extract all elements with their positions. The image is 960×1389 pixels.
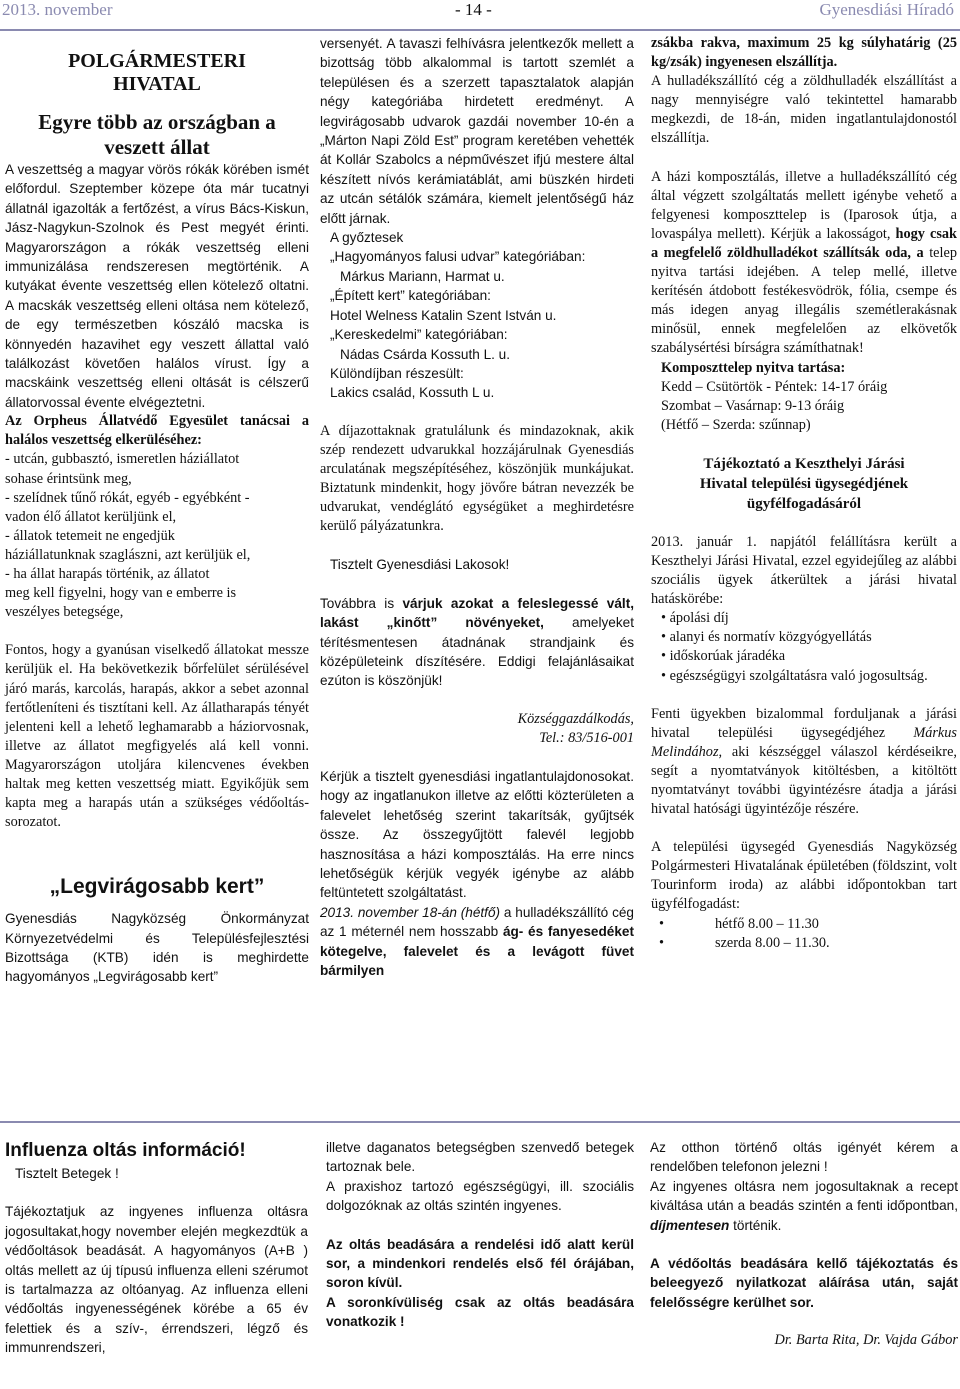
bite-advice-paragraph: Fontos, hogy a gyanúsan viselkedő állatokat messze kerüljük el. Ha bekövetkezik bőrfelület sérülésével járó marás, karcolás, harapás, akkor a sebet azonnal fertőtleníteni és tisztítani kell. Az állatharapás tényét jelenteni kell a lehető leghamarabb a háziorvosnak, illetve az állatot megfigyelés alá kell vonni. Magyarországon utoljára kilencvenes években haltak meg ketten veszettség miatt. Egyikőjük sem kapta meg a harapás után a szükséges védőoltás-sorozatot. [5, 642, 309, 831]
garden-contest-title: „Legvirágosabb kert” [49, 875, 265, 899]
tip-line: - ha állat harapás történik, az állatot [5, 566, 210, 583]
tip-line: - szelídnek tűnő rókát, egyéb - egyébként - [5, 489, 250, 506]
winner-name: Márkus Mariann, Harmat u. [340, 268, 505, 284]
section-divider [0, 1121, 960, 1123]
pickup-paragraph: 2013. november 18-án (hétfő) a hulladékszállító cég az 1 méternél nem hosszabb ág- és fanyesedéket kötegelve, falevelet és a levágott füvet bármilyen [320, 904, 634, 978]
info-title-line-1: Tájékoztató a Keszthelyi Járási [703, 455, 905, 472]
tip-line: háziállatunknak szaglászni, azt kerüljük el, [5, 546, 251, 563]
opening-hours-line: Szombat – Vasárnap: 9-13 óráig [661, 397, 845, 414]
column-1 [5, 50, 309, 987]
header-rule [0, 29, 960, 31]
tip-line: - állatok tetemeit ne engedjük [5, 527, 175, 544]
office-hour-item: • hétfő 8.00 – 11.30 [659, 915, 819, 932]
winner-name: Lakics család, Kossuth L u. [330, 385, 495, 401]
flu-title: Influenza oltás információ! [5, 1140, 246, 1161]
signature-line-2: Tel.: 83/516-001 [539, 729, 634, 746]
category-label: Különdíjban részesült: [330, 365, 464, 381]
issue-date: 2013. november [2, 0, 113, 19]
case-type-item: • ápolási díj [661, 610, 729, 627]
tip-line: - utcán, gubbasztó, ismeretlen háziállatot [5, 451, 240, 468]
flu-intro-paragraph: Tájékoztatjuk az ingyenes influenza oltásra jogosultakat,hogy november elején megkezdtük a védőoltások beadását. A hagyományos (A+B ) oltás mellett az új típusú influenza elleni szérumot is tartalmazza az oltóanyag. Az influenza elleni védőoltás ingyenességének körébe a 65 év felettiek és a szív-, érrendszeri, légző és immunrendszeri, [5, 1204, 308, 1356]
office-hours-paragraph: A települési ügysegéd Gyenesdiás Nagyközség Polgármesteri Hivatalának épületében (földszint, volt Tourinform iroda) az alábbi időpontokban tart ügyfélfogadást: [651, 839, 957, 913]
flu-greeting: Tisztelt Betegek ! [15, 1166, 119, 1181]
doctors-signature: Dr. Barta Rita, Dr. Vajda Gábor [774, 1332, 958, 1349]
flu-consent-paragraph: A védőoltás beadására kellő tájékoztatás és beleegyező nyilatkozat aláírása után, saját felelősségre kerülhet sor. [650, 1256, 958, 1310]
flu-home-visit-paragraph: Az otthon történő oltás igényét kérem a rendelőben telefonon jelezni ! [650, 1140, 958, 1175]
office-hour-item: • szerda 8.00 – 11.30. [659, 934, 830, 951]
leaf-collection-paragraph: Kérjük a tisztelt gyenesdiási ingatlantulajdonosokat. hogy az ingatlanukon illetve az előtti közterületen a falevelet lehetőség szerint takarítsák, gyűjtsék össze. Az összegyűjtött falevél legjobb hasznosítása a házi komposztálás. Ha erre nincs lehetőségük kérjük vegyék igénybe az alább feltüntetett szolgáltatást. [320, 768, 634, 901]
garden-contest-paragraph: Gyenesdiás Nagyközség Önkormányzat Környezetvédelmi és Településfejlesztési Bizottsága (KTB) idén is meghirdette hagyományos „Legvirágosabb kert” [5, 911, 309, 985]
tip-line: vadon élő állatot kerüljünk el, [5, 508, 177, 525]
flu-priority-note: A soronkívüliség csak az oltás beadására vonatkozik ! [326, 1294, 634, 1330]
info-title-line-2: Hivatal települési ügysegédjének [699, 475, 909, 492]
district-office-paragraph: 2013. január 1. napjától felállításra került a Keszthelyi Járási Hivatal, ezzel egyidejűleg az alábbi szociális ügyek átkerültek a járási hivatal hatáskörébe: [651, 533, 957, 608]
flu-schedule-paragraph: Az oltás beadására a rendelési idő alatt kerül sor, a mindenkori rendelés első fél órájában, soron kívül. [326, 1236, 634, 1291]
compost-paragraph: A házi komposztálás, illetve a hulladékszállító cég által végzett szolgáltatás mellett igénybe vehető a felgyenesi komposzttelep is (Iparosok útja, a lovaspálya mellett). Kérjük a lakosságot, hogy csak a megfelelő zöldhulladékot szállítsák oda, a telep nyitva tartási idejében. A telep mellé, illetve kerítésén átdobott festékesvödrök, fólia, csempe és más idegen anyag illegális szemétlerakásnak minősül, ennek megfelelően az elkövetők szabálysértési bírságra számíthatnak! [651, 168, 957, 357]
column-3 [651, 34, 957, 953]
tip-line: sohase érintsünk meg, [5, 470, 132, 487]
page-header [0, 0, 960, 22]
salutation: Tisztelt Gyenesdiási Lakosok! [330, 557, 510, 573]
winners-heading: A győztesek [330, 230, 404, 246]
category-label: „Kereskedelmi” kategóriában: [330, 327, 508, 343]
section-title-line-2: HIVATAL [113, 73, 201, 95]
column-2 [320, 34, 634, 980]
article-title-line-1: Egyre több az országban a [38, 110, 276, 134]
tip-line: veszélyes betegsége, [5, 604, 124, 621]
article-title-line-2: veszett állat [104, 135, 210, 159]
case-worker-paragraph: Fenti ügyekben bizalommal forduljanak a járási hivatal települési ügysegédjéhez Márkus Melindához, aki készséggel válaszol kérdéseikre, segít a nyomtatványok kitöltésben, a kitöltött nyomtatványt további ügyintézésre átadja a járási hivatal hatósági ügyintézője részére. [651, 705, 957, 818]
category-label: „Hagyományos falusi udvar” kategóriában: [330, 249, 586, 265]
case-type-item: • alanyi és normatív közgyógyellátás [661, 629, 872, 646]
tip-line: meg kell figyelni, hogy van e emberre is [5, 585, 237, 602]
page-number: - 14 - [455, 0, 492, 19]
signature-line-1: Községgazdálkodás, [517, 710, 634, 727]
section-title-line-1: POLGÁRMESTERI [68, 50, 246, 72]
case-type-item: • egészségügyi szolgáltatásra való jogosultság. [661, 667, 928, 684]
green-waste-paragraph: A hulladékszállító cég a zöldhulladék elszállítást a nagy mennyiségre való tekintettel hamarabb megkezdi, de 18-án, miden ingatlantulajdonostól elszállítja. [651, 73, 957, 147]
opening-hours-heading: Komposzttelep nyitva tartása: [661, 359, 846, 376]
flu-eligibility-paragraph: illetve daganatos betegségben szenvedő betegek tartoznak bele. [326, 1140, 634, 1175]
bag-limit-paragraph: zsákba rakva, maximum 25 kg súlyhatárig (25 kg/zsák) ingyenesen elszállítja. [651, 35, 957, 71]
winner-name: Nádas Csárda Kossuth L. u. [340, 346, 511, 362]
flu-column-3 [650, 1138, 958, 1350]
flu-staff-paragraph: A praxishoz tartozó egészségügyi, ill. szociális dolgozóknak az oltás szintén ingyenes. [326, 1178, 634, 1214]
flu-column-2 [326, 1138, 634, 1332]
winner-name: Hotel Welness Katalin Szent István u. [330, 307, 557, 323]
rabies-paragraph: A veszettség a magyar vörös rókák körében ismét előfordul. Szeptember közepe óta már tucatnyi állatnál igazolták a fertőzést, a vírus Bács-Kiskun, Jász-Nagykun-Szolnok és Pest megyét érinti. Magyarországon a rókák veszettség elleni immunizálása rendszeresen megtörténik. A kutyákat évente veszettség ellen kötelező oltatni. A macskák veszettség elleni oltása nem kötelező, de egy természetben kószáló macska is könnyedén hazavihet egy veszett állattal való találkozást követően halálos vírust. Így a macskáink veszettség elleni oltását is célszerű állatorvossal évente elvégeztetni. [5, 162, 309, 410]
contest-results-paragraph: versenyét. A tavaszi felhívásra jelentkezők mellett a bizottság több alkalommal is tartott szemlét a településen és a szerzett tapasztalatok alapján négy kategóriába hirdetett eredményt. A legvirágosabb udvarok gazdái november 10-én a „Márton Napi Zöld Est” program keretében vehették át Kollár Szabolcs a népművészet ifjú mestere által készített nívós kerámiatáblát, ami büszkén hirdeti az utcán sétálók számára, kiemelt jelentőségű ház előtt járnak. [320, 36, 634, 226]
opening-hours-line: (Hétfő – Szerda: szűnnap) [661, 416, 811, 433]
flu-column-1 [5, 1138, 308, 1358]
opening-hours-line: Kedd – Csütörtök - Péntek: 14-17 óráig [661, 378, 888, 395]
case-type-item: • időskorúak járadéka [661, 648, 786, 665]
orpheus-heading: Az Orpheus Állatvédő Egyesület tanácsai a halálos veszettség elkerüléséhez: [5, 413, 309, 449]
info-title-line-3: ügyfélfogadásáról [746, 495, 862, 512]
plants-request-paragraph: Továbbra is várjuk azokat a feleslegessé vált, lakást „kinőtt” növényeket, amelyeket térítésmentesen átadnának strandjaink és középületeink díszítésére. Eddigi felajánlásaikat ezúton is köszönjük! [320, 595, 635, 689]
congratulations-paragraph: A díjazottaknak gratulálunk és mindazoknak, akik szép rendezett udvarukkal hozzájárulnak Gyenesdiás arculatának megszépítéséhez, köszönjük munkájukat. Biztatunk mindenkit, hogy jövőre bátran nevezzék be udvarukat, vendéglátó egységüket a meghirdetésre kerülő pályázatunkra. [320, 422, 634, 535]
publication-name: Gyenesdiási Híradó [819, 0, 954, 19]
flu-paid-paragraph: Az ingyenes oltásra nem jogosultaknak a recept kiváltása után a beadás szintén a fenti időpontban, díjmentesen történik. [650, 1178, 958, 1233]
category-label: „Épített kert” kategóriában: [330, 288, 491, 304]
